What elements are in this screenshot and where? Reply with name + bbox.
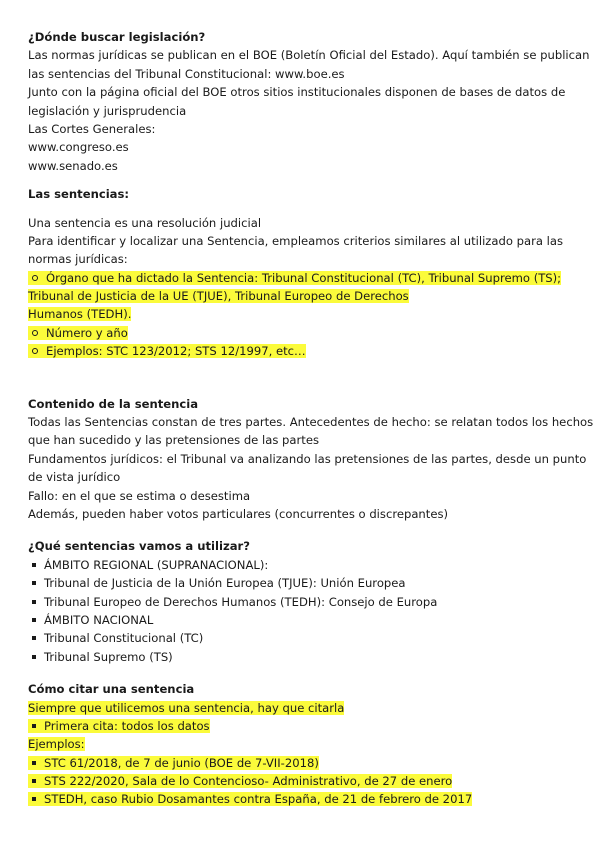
circle-bullet-icon	[32, 330, 38, 336]
list-item: Tribunal Supremo (TS)	[28, 648, 576, 666]
heading-donde-buscar: ¿Dónde buscar legislación?	[28, 30, 206, 44]
paragraph-line: que han sucedido y las pretensiones de las partes	[28, 433, 319, 448]
highlighted-bullet: Primera cita: todos los datos	[28, 719, 210, 733]
paragraph-line: Para identificar y localizar una Sentencia, empleamos criterios similares al utilizado para las	[28, 233, 563, 248]
paragraph-line: Las Cortes Generales:	[28, 121, 156, 136]
paragraph-line: www.senado.es	[28, 158, 118, 173]
square-bullet-icon	[32, 779, 36, 783]
circle-bullet-icon	[32, 348, 38, 354]
heading-que-sentencias: ¿Qué sentencias vamos a utilizar?	[28, 539, 250, 554]
circle-bullet-icon	[32, 275, 38, 281]
highlighted-bullet: Órgano que ha dictado la Sentencia: Tribunal Constitucional (TC), Tribunal Supremo (TS);	[28, 271, 561, 285]
paragraph-line: de vista jurídico	[28, 470, 121, 485]
square-bullet-icon	[32, 636, 36, 640]
list-item: Tribunal Constitucional (TC)	[28, 629, 576, 647]
paragraph-line: legislación y jurisprudencia	[28, 103, 187, 118]
list-item: ÁMBITO NACIONAL	[28, 611, 576, 629]
list-item: ÁMBITO REGIONAL (SUPRANACIONAL):	[28, 556, 576, 574]
list-item: Tribunal Europeo de Derechos Humanos (TEDH): Consejo de Europa	[28, 593, 576, 611]
highlighted-bullet: STEDH, caso Rubio Dosamantes contra España, de 21 de febrero de 2017	[28, 792, 472, 806]
square-bullet-icon	[32, 600, 36, 604]
square-bullet-icon	[32, 563, 36, 567]
paragraph-line: Una sentencia es una resolución judicial	[28, 215, 262, 230]
highlighted-bullet: Ejemplos: STC 123/2012; STS 12/1997, etc…	[28, 344, 306, 358]
paragraph-line: Las normas jurídicas se publican en el BOE (Boletín Oficial del Estado). Aquí también se publican	[28, 48, 590, 63]
paragraph-line: Fallo: en el que se estima o desestima	[28, 488, 251, 503]
heading-contenido: Contenido de la sentencia	[28, 396, 199, 411]
square-bullet-icon	[32, 618, 36, 622]
square-bullet-icon	[32, 581, 36, 585]
highlighted-bullet: STC 61/2018, de 7 de junio (BOE de 7-VII-2018)	[28, 756, 319, 770]
highlighted-bullet: Número y año	[28, 326, 128, 340]
square-bullet-icon	[32, 655, 36, 659]
list-item: Tribunal de Justicia de la Unión Europea (TJUE): Unión Europea	[28, 574, 576, 592]
highlighted-text: Siempre que utilicemos una sentencia, hay que citarla	[28, 700, 345, 715]
paragraph-line: Además, pueden haber votos particulares (concurrentes o discrepantes)	[28, 506, 449, 521]
square-bullet-icon	[32, 724, 36, 728]
heading-como-citar: Cómo citar una sentencia	[28, 682, 195, 697]
paragraph-line: Fundamentos jurídicos: el Tribunal va analizando las pretensiones de las partes, desde un punto	[28, 451, 587, 466]
paragraph-line: Todas las Sentencias constan de tres partes. Antecedentes de hecho: se relatan todos los hechos	[28, 415, 594, 430]
highlighted-bullet: STS 222/2020, Sala de lo Contencioso- Administrativo, de 27 de enero	[28, 774, 452, 788]
highlighted-text: Ejemplos:	[28, 737, 85, 752]
paragraph-line: Junto con la página oficial del BOE otros sitios institucionales disponen de bases de datos de	[28, 85, 566, 100]
paragraph-line: www.congreso.es	[28, 140, 129, 155]
square-bullet-icon	[32, 761, 36, 765]
paragraph-line: las sentencias del Tribunal Constitucional: www.boe.es	[28, 66, 345, 81]
paragraph-line: normas jurídicas:	[28, 252, 128, 267]
heading-las-sentencias: Las sentencias:	[28, 187, 130, 202]
highlighted-text: Tribunal de Justicia de la UE (TJUE), Tribunal Europeo de Derechos	[28, 289, 409, 304]
document-page	[28, 28, 594, 809]
highlighted-text: Humanos (TEDH).	[28, 307, 132, 322]
square-bullet-icon	[32, 797, 36, 801]
